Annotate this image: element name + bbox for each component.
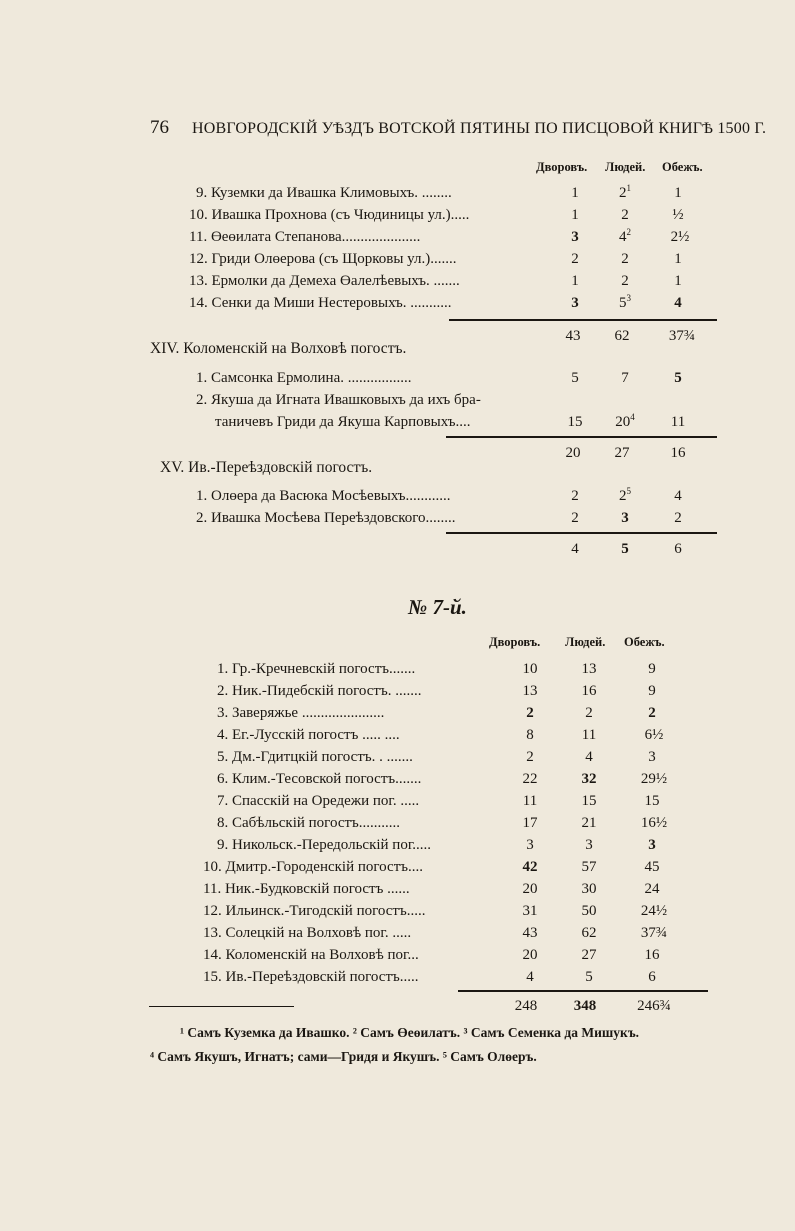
- table-row-label: 13. Солецкій на Волховѣ пог. .....: [203, 925, 412, 941]
- table-cell: 11: [670, 414, 686, 430]
- table-cell: 6: [648, 969, 656, 985]
- table-cell: 3: [571, 295, 579, 311]
- table-row-label: 11. Ник.-Будковскій погостъ ......: [203, 881, 410, 897]
- table-cell: 16: [581, 683, 597, 699]
- table-cell: 2: [571, 488, 579, 504]
- table-cell: 27: [581, 947, 597, 963]
- table-cell: 57: [581, 859, 597, 875]
- table-row-label: 9. Куземки да Ивашка Климовыхъ. ........: [196, 185, 452, 201]
- table-cell: 6½: [644, 727, 664, 743]
- table-row-label: 9. Никольск.-Передольскій пог.....: [217, 837, 432, 853]
- table-cell: 13: [522, 683, 538, 699]
- total-cell: 16: [670, 445, 686, 461]
- total-cell: 6: [674, 541, 682, 557]
- total-cell: 43: [565, 328, 581, 344]
- total-cell: 62: [614, 328, 630, 344]
- table-row-label: 1. Гр.-Кречневскій погостъ.......: [217, 661, 416, 677]
- section-heading: XIV. Коломенскій на Волховѣ погостъ.: [150, 340, 407, 357]
- total-cell: 246¾: [637, 998, 671, 1014]
- table-row-label: 7. Спасскій на Оредежи пог. .....: [217, 793, 420, 809]
- table-cell: ½: [672, 207, 684, 223]
- table-cell: $2^5$: [619, 486, 631, 504]
- table-row-label: 14. Коломенскій на Волховѣ пог...: [203, 947, 419, 963]
- page-number: 76: [150, 117, 169, 138]
- total-rule: [458, 990, 708, 992]
- table-cell: 20: [522, 881, 538, 897]
- table-cell: 4: [674, 295, 682, 311]
- table-row-label: таничевъ Гриди да Якуша Карповыхъ....: [215, 414, 471, 430]
- table-cell: 2½: [670, 229, 690, 245]
- table-cell: $20^4$: [615, 412, 635, 430]
- table-cell: 45: [644, 859, 660, 875]
- table-row-label: 4. Ег.-Лусскій погостъ ..... ....: [217, 727, 400, 743]
- table-cell: 2: [674, 510, 682, 526]
- table-row-label: 14. Сенки да Миши Нестеровыхъ. ...........: [189, 295, 452, 311]
- table-cell: 50: [581, 903, 597, 919]
- total-rule: [446, 436, 717, 438]
- table-row-label: 11. Өеөилата Степанова.....................: [189, 229, 421, 245]
- table-cell: 2: [648, 705, 656, 721]
- table-cell: 4: [526, 969, 534, 985]
- table-cell: 1: [674, 251, 682, 267]
- total-cell: 37¾: [668, 328, 696, 344]
- running-title: НОВГОРОДСКІЙ УѢЗДЪ ВОТСКОЙ ПЯТИНЫ ПО ПИСЦОВОЙ КНИГѢ 1500 Г.: [192, 120, 767, 137]
- col-header-households: Дворовъ.: [489, 635, 541, 649]
- table-cell: 3: [621, 510, 629, 526]
- col-header-households: Дворовъ.: [536, 160, 588, 174]
- table-cell: 3: [648, 837, 656, 853]
- table-cell: 43: [522, 925, 538, 941]
- table-cell: 5: [571, 370, 579, 386]
- table-row-label: 1. Олөера да Васюка Мосѣевыхъ............: [196, 488, 451, 504]
- footnote-separator: [149, 1006, 294, 1007]
- total-cell: 248: [514, 998, 538, 1014]
- table-row-label: 5. Дм.-Гдитцкій погостъ. . .......: [217, 749, 413, 765]
- table-cell: 2: [571, 251, 579, 267]
- table-cell: 15: [567, 414, 583, 430]
- table-cell: 2: [621, 207, 629, 223]
- total-rule: [446, 532, 717, 534]
- total-cell: 20: [565, 445, 581, 461]
- table-row-label: 10. Дмитр.-Городенскій погостъ....: [203, 859, 424, 875]
- table-cell: 42: [522, 859, 538, 875]
- table-cell: 13: [581, 661, 597, 677]
- table-row-label: 6. Клим.-Тесовской погостъ.......: [217, 771, 422, 787]
- table-cell: 2: [621, 251, 629, 267]
- table-cell: 7: [621, 370, 629, 386]
- table-cell: 24½: [640, 903, 668, 919]
- total-cell: 5: [621, 541, 629, 557]
- table-row-label: 8. Сабѣльскій погостъ...........: [217, 815, 401, 831]
- table-cell: 62: [581, 925, 597, 941]
- table-cell: 10: [522, 661, 538, 677]
- col-header-people: Людей.: [565, 635, 606, 649]
- table-row-label: 3. Заверяжье ......................: [217, 705, 385, 721]
- table-cell: 1: [571, 273, 579, 289]
- table-cell: 8: [526, 727, 534, 743]
- table-cell: 17: [522, 815, 538, 831]
- table-cell: 37¾: [640, 925, 668, 941]
- table-row-label: 13. Ермолки да Демеха Өалелѣевыхъ. .......: [189, 273, 460, 289]
- table-cell: 2: [585, 705, 593, 721]
- table-cell: 15: [581, 793, 597, 809]
- table-cell: $4^2$: [619, 227, 631, 245]
- table-cell: 5: [674, 370, 682, 386]
- total-cell: 4: [571, 541, 579, 557]
- table-cell: $5^3$: [619, 293, 631, 311]
- footnote-line: ⁴ Самъ Якушъ, Игнатъ; сами—Гридя и Якушъ. ⁵ Самъ Олөеръ.: [150, 1049, 537, 1064]
- table-cell: 32: [581, 771, 597, 787]
- table-cell: 2: [621, 273, 629, 289]
- table-cell: 11: [581, 727, 597, 743]
- table-cell: 1: [674, 185, 682, 201]
- total-cell: 348: [573, 998, 597, 1014]
- table-row-label: 10. Ивашка Прохнова (съ Чюдиницы ул.).....: [189, 207, 470, 223]
- table-row-label: 12. Гриди Олөерова (съ Щорковы ул.).......: [189, 251, 457, 267]
- table-row-label: 2. Ник.-Пидебскій погостъ. .......: [217, 683, 422, 699]
- table-cell: 21: [581, 815, 597, 831]
- table-cell: 9: [648, 661, 656, 677]
- table-cell: 2: [571, 510, 579, 526]
- table-cell: 24: [644, 881, 660, 897]
- table-cell: 29½: [640, 771, 668, 787]
- table-row-label: 15. Ив.-Переѣздовскій погостъ.....: [203, 969, 419, 985]
- table-cell: 3: [526, 837, 534, 853]
- table-cell: 5: [585, 969, 593, 985]
- table-cell: 22: [522, 771, 538, 787]
- table-cell: 16½: [640, 815, 668, 831]
- table-cell: 1: [571, 185, 579, 201]
- col-header-obzhi: Обежъ.: [624, 635, 665, 649]
- table-cell: 1: [674, 273, 682, 289]
- col-header-obzhi: Обежъ.: [662, 160, 703, 174]
- table-cell: 1: [571, 207, 579, 223]
- table-row-label: 12. Ильинск.-Тигодскій погостъ.....: [203, 903, 426, 919]
- total-cell: 27: [614, 445, 630, 461]
- table-cell: 9: [648, 683, 656, 699]
- table-cell: 2: [526, 705, 534, 721]
- table-row-label: 2. Ивашка Мосѣева Переѣздовского........: [196, 510, 456, 526]
- table-cell: 30: [581, 881, 597, 897]
- table-row-label: 1. Самсонка Ермолина. .................: [196, 370, 412, 386]
- table-cell: 15: [644, 793, 660, 809]
- table-cell: 11: [522, 793, 538, 809]
- table-row-label: 2. Якуша да Игната Ивашковыхъ да ихъ бра-: [196, 392, 481, 408]
- table-cell: 3: [648, 749, 656, 765]
- table-cell: 4: [585, 749, 593, 765]
- section-subtitle: № 7-й.: [408, 595, 467, 619]
- total-rule: [449, 319, 717, 321]
- table-cell: 20: [522, 947, 538, 963]
- table-cell: 31: [522, 903, 538, 919]
- footnote-line: ¹ Самъ Куземка да Ивашко. ² Самъ Өеөилатъ. ³ Самъ Семенка да Мишукъ.: [180, 1025, 640, 1040]
- table-cell: 2: [526, 749, 534, 765]
- section-heading: XV. Ив.-Переѣздовскій погостъ.: [160, 459, 373, 476]
- table-cell: $2^1$: [619, 183, 631, 201]
- table-cell: 3: [571, 229, 579, 245]
- table-cell: 4: [674, 488, 682, 504]
- col-header-people: Людей.: [605, 160, 646, 174]
- table-cell: 16: [644, 947, 660, 963]
- table-cell: 3: [585, 837, 593, 853]
